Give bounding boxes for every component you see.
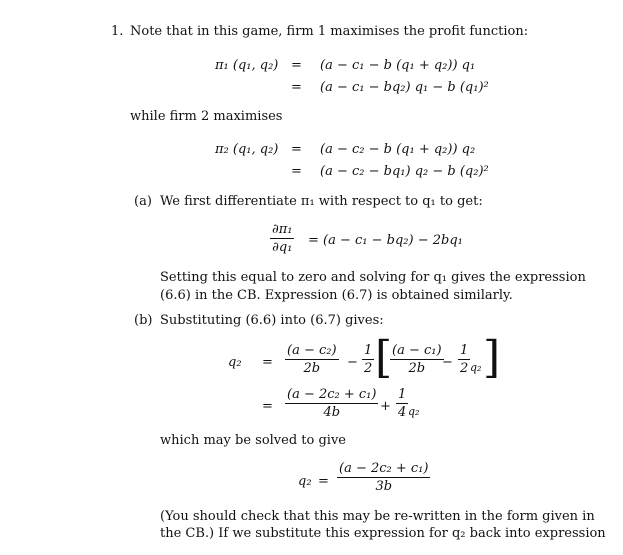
partial-derivative-denominator: ∂q₁ [272, 240, 293, 255]
pi1-eq-sign-2: = [291, 80, 302, 95]
pi2-eq-sign-2: = [291, 164, 302, 179]
q2-final-eq: = [318, 474, 329, 489]
part-a-text: We first differentiate π₁ with respect to q₁ to get: [160, 194, 483, 209]
q2-final-lhs: q₂ [298, 474, 312, 489]
part-a-label: (a) [134, 194, 152, 209]
intro-text: Note that in this game, firm 1 maximises the profit function: [130, 24, 529, 39]
item-number: 1. [111, 24, 124, 39]
fraction-a-2c2-c1-over-3b [337, 461, 430, 494]
fraction-4b-denominator: 4b [323, 405, 341, 420]
minus-sign-2: − [442, 355, 453, 370]
fraction-one-half-2 [458, 343, 470, 376]
q2-after-quarter: q₂ [408, 405, 420, 418]
fraction-3b-denominator: 3b [375, 479, 393, 494]
q2-inside-bracket: q₂ [470, 361, 482, 374]
fraction-a-2c2-c1-over-4b [285, 387, 378, 420]
pi2-lhs: π₂ (q₁, q₂) [215, 142, 279, 157]
pi1-eq-sign-1: = [291, 58, 302, 73]
fraction-a-c2-over-2b [285, 343, 339, 376]
fraction-4b-numerator: (a − 2c₂ + c₁) [287, 387, 377, 402]
derivative-rhs: = (a − c₁ − bq₂) − 2bq₁ [308, 233, 463, 248]
while-text: while firm 2 maximises [130, 109, 283, 124]
fraction-a-c1-denominator: 2b [408, 361, 426, 376]
fraction-3b-numerator: (a − 2c₂ + c₁) [339, 461, 429, 476]
q2-eq-sign-1: = [262, 355, 273, 370]
fraction-a-c1-over-2b [390, 343, 444, 376]
pi2-rhs-line2: (a − c₂ − bq₁) q₂ − b (q₂)² [320, 164, 489, 179]
setting-line-2: (6.6) in the CB. Expression (6.7) is obtained similarly. [160, 288, 513, 303]
pi1-rhs-line1: (a − c₁ − b (q₁ + q₂)) q₁ [320, 58, 476, 73]
pi2-eq-sign-1: = [291, 142, 302, 157]
fraction-one-quarter [396, 387, 408, 420]
part-b-text: Substituting (6.6) into (6.7) gives: [160, 313, 384, 328]
fraction-a-c2-denominator: 2b [303, 361, 321, 376]
half-denominator: 2 [364, 361, 373, 376]
half-numerator: 1 [364, 343, 373, 358]
pi2-rhs-line1: (a − c₂ − b (q₁ + q₂)) q₂ [320, 142, 476, 157]
minus-sign-1: − [347, 355, 358, 370]
quarter-denominator: 4 [398, 405, 407, 420]
quarter-numerator: 1 [398, 387, 407, 402]
pi1-lhs: π₁ (q₁, q₂) [215, 58, 279, 73]
partial-derivative-numerator: ∂π₁ [272, 222, 293, 237]
half2-denominator: 2 [460, 361, 469, 376]
fraction-a-c2-numerator: (a − c₂) [287, 343, 337, 358]
setting-line-1: Setting this equal to zero and solving for q₁ gives the expression [160, 270, 586, 285]
plus-sign: + [380, 399, 391, 414]
check-line-1: (You should check that this may be re-written in the form given in [160, 509, 595, 524]
partial-derivative-fraction [270, 222, 294, 255]
left-bracket: [ [375, 332, 393, 383]
half2-numerator: 1 [460, 343, 469, 358]
check-line-2: the CB.) If we substitute this expression for q₂ back into expression [160, 526, 606, 541]
solved-text: which may be solved to give [160, 433, 346, 448]
right-bracket: ] [483, 332, 501, 383]
fraction-one-half [362, 343, 374, 376]
fraction-a-c1-numerator: (a − c₁) [392, 343, 442, 358]
q2-lhs: q₂ [228, 355, 242, 370]
q2-eq-sign-2: = [262, 399, 273, 414]
pi1-rhs-line2: (a − c₁ − bq₂) q₁ − b (q₁)² [320, 80, 489, 95]
part-b-label: (b) [134, 313, 153, 328]
